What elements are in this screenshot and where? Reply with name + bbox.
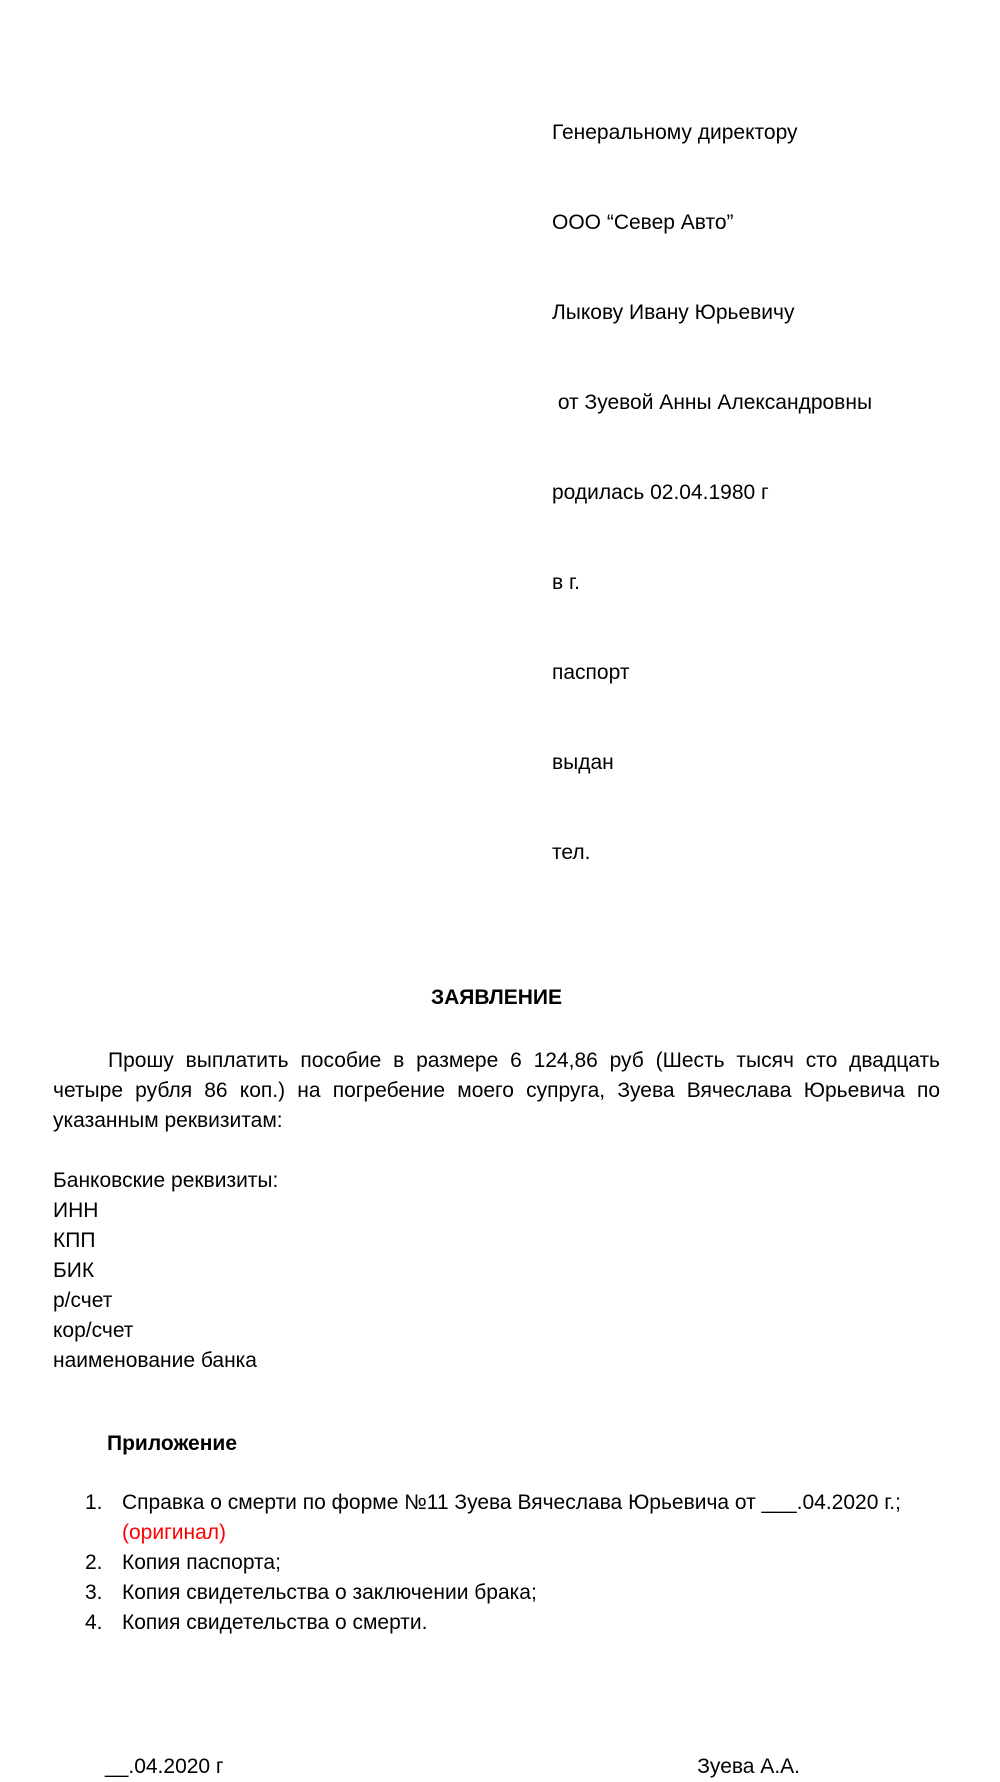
list-item-number: 4. bbox=[85, 1611, 103, 1634]
attachment-item-text: Справка о смерти по форме №11 Зуева Вячеслава Юрьевича от ___.04.2020 г.; bbox=[122, 1491, 901, 1514]
attachment-item-passport-copy bbox=[53, 1548, 940, 1578]
bank-details-block bbox=[53, 1166, 940, 1376]
attachment-item-death-certificate-form11 bbox=[53, 1488, 940, 1548]
header-line-passport: паспорт bbox=[552, 661, 630, 684]
request-paragraph: Прошу выплатить пособие в размере 6 124,86 руб (Шесть тысяч сто двадцать четыре рубля 86 коп.) на погребение моего супруга, Зуева Вячеслава Юрьевича по указанным реквизитам: bbox=[53, 1049, 940, 1132]
attachments-heading: Приложение bbox=[107, 1432, 238, 1455]
list-item-text: Копия свидетельства о заключении брака; bbox=[122, 1581, 537, 1604]
attachment-item-original-note: (оригинал) bbox=[122, 1521, 226, 1544]
bank-line-kpp: КПП bbox=[53, 1229, 96, 1252]
bank-line-bik: БИК bbox=[53, 1259, 95, 1282]
header-line-company: ООО “Север Авто” bbox=[552, 211, 734, 234]
list-item-number: 1. bbox=[85, 1491, 103, 1514]
header-line-recipient-name: Лыкову Ивану Юрьевичу bbox=[552, 301, 795, 324]
signature-row bbox=[53, 1752, 940, 1782]
header-line-sender: от Зуевой Анны Александровны bbox=[552, 391, 873, 414]
bank-line-bank-name: наименование банка bbox=[53, 1349, 257, 1372]
list-item-text: Копия свидетельства о смерти. bbox=[122, 1611, 428, 1634]
attachment-item-death-certificate-copy bbox=[53, 1608, 940, 1638]
list-item-text bbox=[122, 1488, 940, 1548]
attachment-item-marriage-certificate-copy bbox=[53, 1578, 940, 1608]
bank-line-inn: ИНН bbox=[53, 1199, 99, 1222]
bank-line-account: р/счет bbox=[53, 1289, 113, 1312]
document-title: ЗАЯВЛЕНИЕ bbox=[430, 986, 563, 1009]
header-line-recipient-position: Генеральному директору bbox=[552, 121, 798, 144]
list-item-text: Копия паспорта; bbox=[122, 1551, 281, 1574]
bank-line-corr-account: кор/счет bbox=[53, 1319, 134, 1342]
header-line-birthplace: в г. bbox=[552, 571, 580, 594]
header-line-birthdate: родилась 02.04.1980 г bbox=[552, 481, 769, 504]
signature-name: Зуева А.А. bbox=[697, 1755, 800, 1778]
attachments-list bbox=[53, 1488, 940, 1638]
bank-details-heading: Банковские реквизиты: bbox=[53, 1169, 279, 1192]
signature-date: __.04.2020 г bbox=[105, 1755, 224, 1778]
recipient-header-block bbox=[552, 58, 940, 928]
header-line-issued: выдан bbox=[552, 751, 614, 774]
list-item-number: 3. bbox=[85, 1581, 103, 1604]
header-line-phone: тел. bbox=[552, 841, 591, 864]
list-item-number: 2. bbox=[85, 1551, 103, 1574]
